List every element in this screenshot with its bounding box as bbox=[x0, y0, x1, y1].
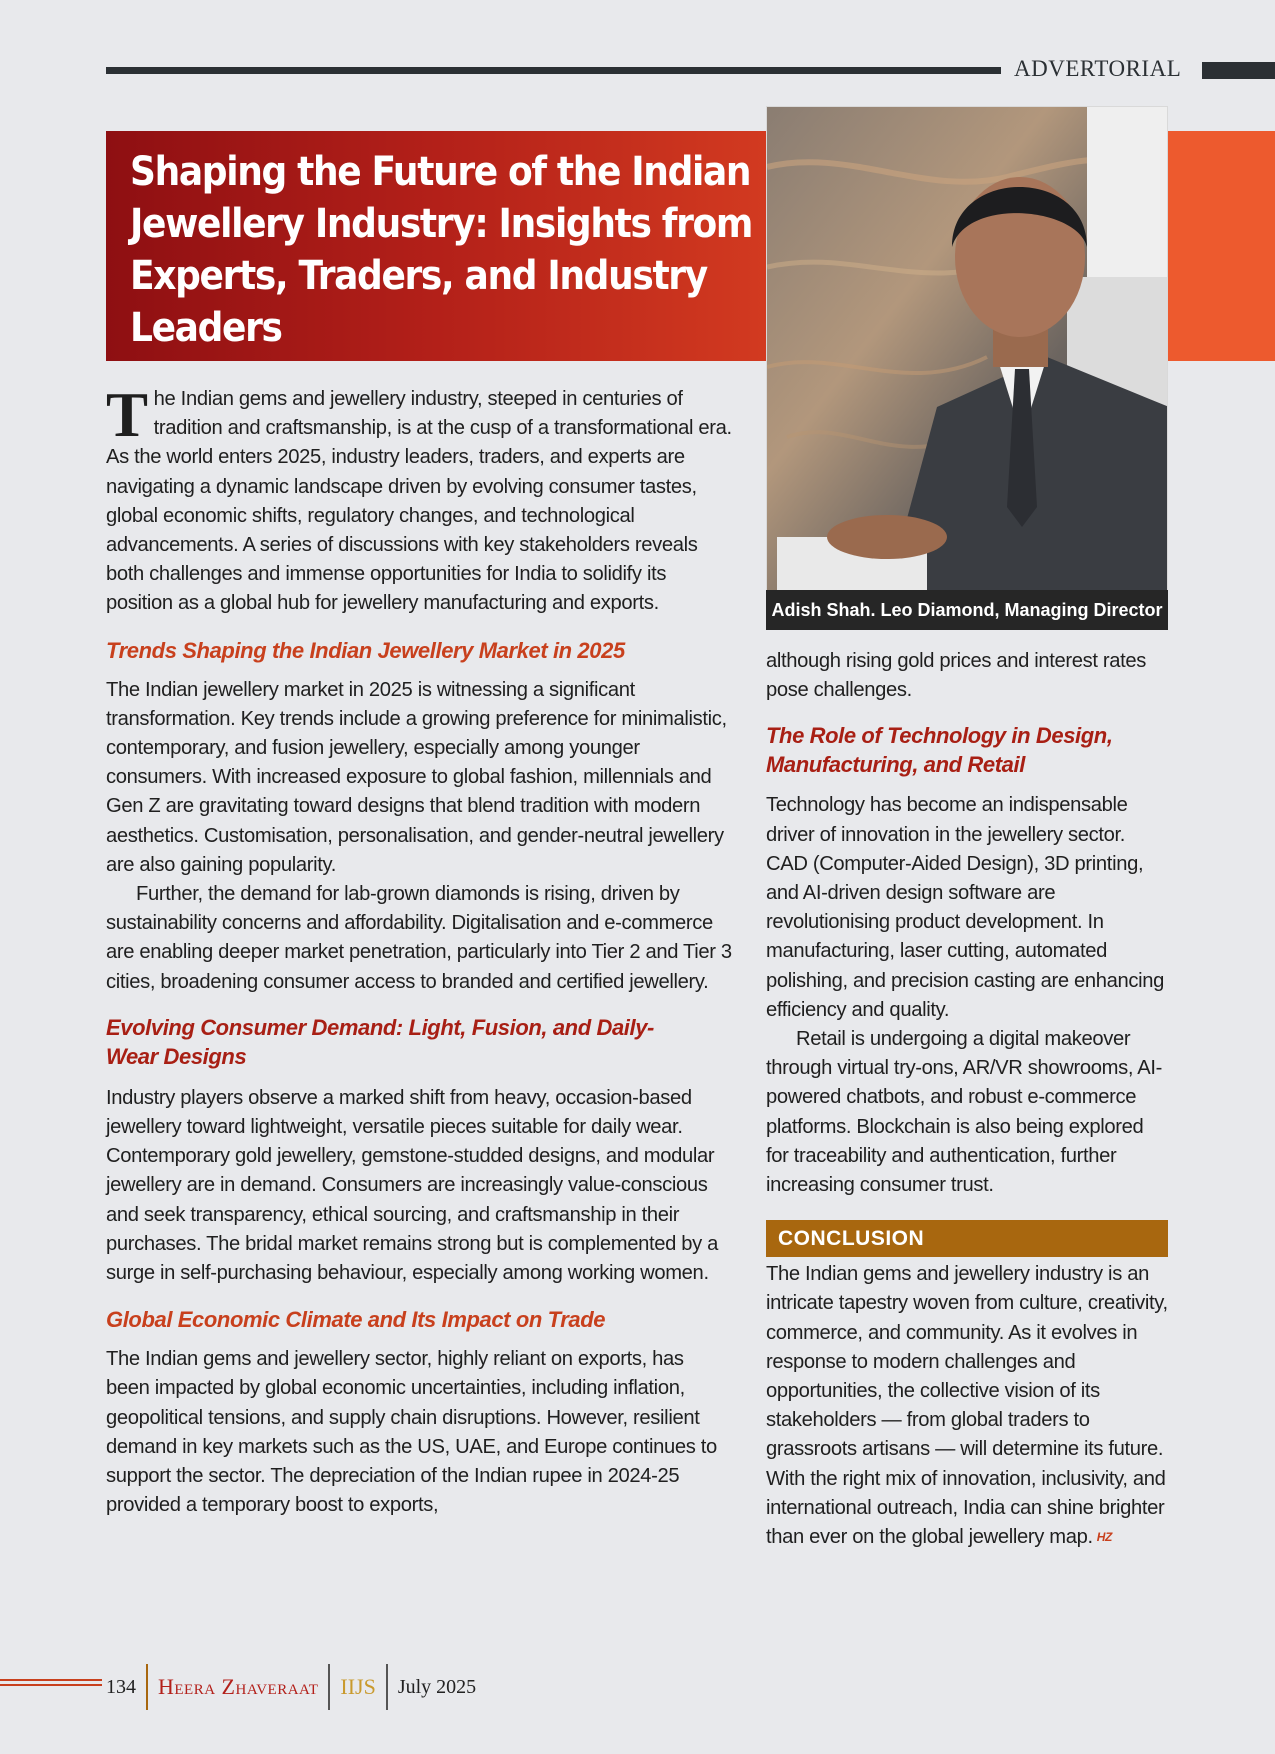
heading-economy: Global Economic Climate and Its Impact on Trade bbox=[106, 1307, 606, 1333]
economy-paragraph: The Indian gems and jewellery sector, highly reliant on exports, has been impacted by global economic uncertainties, including inflation, geopolitical tensions, and supply chain disruptions. However, resilient demand in key markets such as the US, UAE, and Europe continues to support the sector. The depreciation of the Indian rupee in 2024-25 provided a temporary boost to exports, bbox=[106, 1348, 717, 1517]
decorative-band bbox=[1168, 131, 1275, 361]
drop-cap: T bbox=[106, 380, 148, 450]
issue-date: July 2025 bbox=[397, 1675, 477, 1698]
heading-trends: Trends Shaping the Indian Jewellery Market in 2025 bbox=[106, 637, 625, 663]
trends-paragraph-2: Further, the demand for lab-grown diamonds is rising, driven by sustainability concerns and affordability. Digitalisation and e-commerce are enabling deeper market penetration, particularly into Tier 2 and Tier 3 cities, broadening consumer access to branded and certified jewellery. bbox=[106, 883, 732, 993]
heading-demand: Evolving Consumer Demand: Light, Fusion, and Daily-Wear Designs bbox=[106, 1014, 654, 1069]
technology-paragraph-2: Retail is undergoing a digital makeover through virtual try-ons, AR/VR showrooms, AI-powered chatbots, and robust e-commerce platforms. Blockchain is also being explored for traceability and authentication, further increasing consumer trust. bbox=[766, 1028, 1163, 1197]
technology-paragraph-1: Technology has become an indispensable driver of innovation in the jewellery sector. CAD (Computer-Aided Design), 3D printing, and AI-driven design software are revolutionising product development. In manufacturing, laser cutting, automated polishing, and precision casting are enhancing efficiency and quality. bbox=[766, 794, 1165, 1021]
section-tag: ADVERTORIAL bbox=[1014, 56, 1182, 81]
conclusion-heading: CONCLUSION bbox=[766, 1220, 1168, 1257]
end-mark-logo: HZ bbox=[1096, 1530, 1113, 1545]
trends-paragraph-1: The Indian jewellery market in 2025 is witnessing a significant transformation. Key trends include a growing preference for minimalistic, contemporary, and fusion jewellery, especially among younger consumers. With increased exposure to global fashion, millennials and Gen Z are gravitating toward designs that blend tradition with modern aesthetics. Customisation, personalisation, and gender-neutral jewellery are also gaining popularity. bbox=[106, 678, 727, 876]
intro-text: he Indian gems and jewellery industry, steeped in centuries of tradition and craftsmanship, is at the cusp of a transformational era. As the world enters 2025, industry leaders, traders, and experts are navigating a dynamic landscape driven by evolving consumer tastes, global economic shifts, regulatory changes, and technological advancements. A series of discussions with key stakeholders reveals both challenges and immense opportunities for India to solidify its position as a global hub for jewellery manufacturing and exports. bbox=[106, 388, 732, 615]
title-banner bbox=[106, 131, 766, 361]
footer bbox=[106, 1665, 476, 1709]
portrait-illustration bbox=[767, 107, 1168, 629]
magazine-brand: Heera Zhaveraat bbox=[158, 1674, 319, 1699]
photo-caption: Adish Shah. Leo Diamond, Managing Director bbox=[766, 590, 1168, 630]
article-title: Shaping the Future of the Indian Jewellery Industry: Insights from Experts, Traders, and Industry Leaders bbox=[130, 149, 753, 351]
economy-paragraph-continued: although rising gold prices and interest rates pose challenges. bbox=[766, 650, 1147, 702]
footer-divider bbox=[146, 1664, 148, 1710]
footer-divider bbox=[386, 1664, 388, 1710]
intro-paragraph bbox=[106, 380, 732, 619]
left-column bbox=[106, 380, 732, 1521]
footer-divider bbox=[328, 1664, 330, 1710]
footer-rule bbox=[0, 1679, 102, 1689]
conclusion-paragraph bbox=[766, 1260, 1168, 1552]
header-rule bbox=[106, 67, 1001, 74]
heading-technology: The Role of Technology in Design, Manufacturing, and Retail bbox=[766, 723, 1113, 778]
right-column bbox=[766, 647, 1168, 1552]
page-number: 134 bbox=[106, 1675, 136, 1698]
demand-paragraph: Industry players observe a marked shift from heavy, occasion-based jewellery toward lightweight, versatile pieces suitable for daily wear. Contemporary gold jewellery, gemstone-studded designs, and modular jewellery are in demand. Consumers are increasingly value-conscious and seek transparency, ethical sourcing, and craftsmanship in their purchases. The bridal market remains strong but is complemented by a surge in self-purchasing behaviour, especially among working women. bbox=[106, 1086, 719, 1285]
portrait-photo bbox=[766, 106, 1168, 629]
header-block bbox=[1202, 62, 1275, 79]
conclusion-text: The Indian gems and jewellery industry is an intricate tapestry woven from culture, creativity, commerce, and community. As it evolves in response to modern challenges and opportunities, the collective vision of its stakeholders — from global traders to grassroots artisans — will determine its future. With the right mix of innovation, inclusivity, and international outreach, India can shine brighter than ever on the global jewellery map. bbox=[766, 1263, 1168, 1549]
edition-label: IIJS bbox=[340, 1674, 376, 1699]
